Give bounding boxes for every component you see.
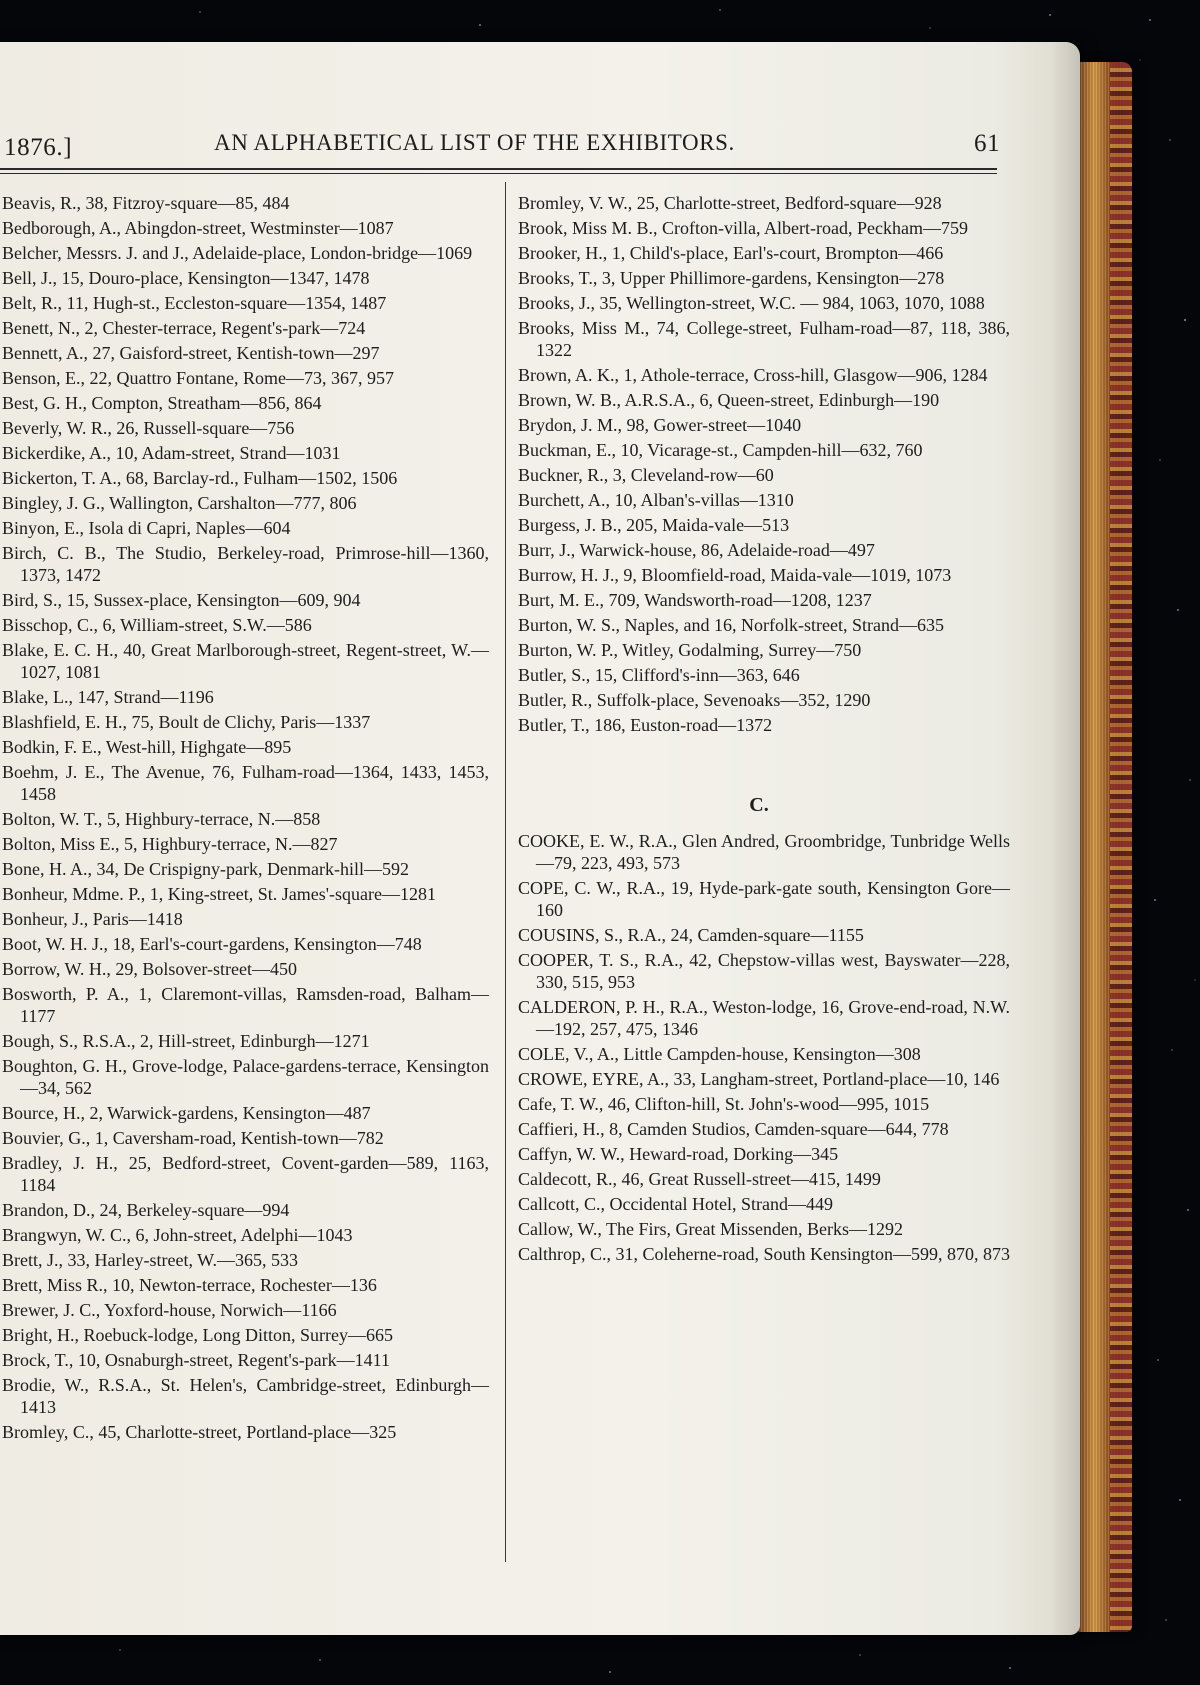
exhibitor-entry: Bird, S., 15, Sussex-place, Kensington—609, 904 [2, 590, 361, 610]
exhibitor-entry: Burr, J., Warwick-house, 86, Adelaide-road—497 [518, 540, 875, 560]
exhibitor-entry: COUSINS, S., R.A., 24, Camden-square—1155 [518, 925, 864, 945]
running-header [0, 126, 1000, 166]
exhibitor-entry: Brydon, J. M., 98, Gower-street—1040 [518, 415, 802, 435]
exhibitor-entry: COOKE, E. W., R.A., Glen Andred, Groombridge, Tunbridge Wells—79, 223, 493, 573 [518, 831, 1010, 873]
exhibitor-entry: Brooks, J., 35, Wellington-street, W.C. — 984, 1063, 1070, 1088 [518, 293, 985, 313]
exhibitor-entry: Calthrop, C., 31, Coleherne-road, South Kensington—599, 870, 873 [518, 1244, 1010, 1264]
header-year: 1876.] [4, 134, 73, 161]
section-letter-c: C. [749, 794, 769, 816]
exhibitor-entry: Boot, W. H. J., 18, Earl's-court-gardens, Kensington—748 [2, 934, 422, 954]
column-divider [505, 182, 506, 1562]
exhibitor-entry: Beavis, R., 38, Fitzroy-square—85, 484 [2, 193, 290, 213]
exhibitor-entry: Blake, E. C. H., 40, Great Marlborough-street, Regent-street, W.—1027, 1081 [2, 640, 489, 682]
exhibitor-entry: Brett, Miss R., 10, Newton-terrace, Rochester—136 [2, 1275, 377, 1295]
exhibitor-entry: Bisschop, C., 6, William-street, S.W.—586 [2, 615, 312, 635]
book-page [0, 42, 1080, 1635]
right-column [518, 192, 1010, 1268]
page-number: 61 [974, 130, 1001, 157]
exhibitor-entry: Brock, T., 10, Osnaburgh-street, Regent's-park—1411 [2, 1350, 391, 1370]
exhibitor-entry: Brett, J., 33, Harley-street, W.—365, 533 [2, 1250, 298, 1270]
exhibitor-entry: Bell, J., 15, Douro-place, Kensington—1347, 1478 [2, 268, 370, 288]
exhibitor-entry: Borrow, W. H., 29, Bolsover-street—450 [2, 959, 297, 979]
exhibitor-entry: Beverly, W. R., 26, Russell-square—756 [2, 418, 295, 438]
exhibitor-entry: Benett, N., 2, Chester-terrace, Regent's-park—724 [2, 318, 366, 338]
exhibitor-entry: Boehm, J. E., The Avenue, 76, Fulham-road—1364, 1433, 1453, 1458 [2, 762, 489, 804]
exhibitor-entry: Bonheur, Mdme. P., 1, King-street, St. James'-square—1281 [2, 884, 436, 904]
exhibitor-entry: Brooks, T., 3, Upper Phillimore-gardens, Kensington—278 [518, 268, 945, 288]
exhibitor-entry: Burrow, H. J., 9, Bloomfield-road, Maida-vale—1019, 1073 [518, 565, 952, 585]
c-entries [518, 830, 1010, 1265]
exhibitor-entry: Bolton, W. T., 5, Highbury-terrace, N.—858 [2, 809, 321, 829]
exhibitor-entry: Butler, T., 186, Euston-road—1372 [518, 715, 773, 735]
exhibitor-entry: COPE, C. W., R.A., 19, Hyde-park-gate south, Kensington Gore—160 [518, 878, 1010, 920]
exhibitor-entry: Caldecott, R., 46, Great Russell-street—415, 1499 [518, 1169, 881, 1189]
header-rule-thin [0, 173, 997, 174]
exhibitor-entry: Blashfield, E. H., 75, Boult de Clichy, Paris—1337 [2, 712, 371, 732]
exhibitor-entry: Benson, E., 22, Quattro Fontane, Rome—73, 367, 957 [2, 368, 394, 388]
exhibitor-entry: Caffyn, W. W., Heward-road, Dorking—345 [518, 1144, 839, 1164]
exhibitor-entry: Brooker, H., 1, Child's-place, Earl's-court, Brompton—466 [518, 243, 944, 263]
exhibitor-entry: Brooks, Miss M., 74, College-street, Fulham-road—87, 118, 386, 1322 [518, 318, 1010, 360]
exhibitor-entry: Bennett, A., 27, Gaisford-street, Kentish-town—297 [2, 343, 380, 363]
exhibitor-entry: Bone, H. A., 34, De Crispigny-park, Denmark-hill—592 [2, 859, 409, 879]
exhibitor-entry: Bickerdike, A., 10, Adam-street, Strand—1031 [2, 443, 341, 463]
exhibitor-entry: Butler, S., 15, Clifford's-inn—363, 646 [518, 665, 800, 685]
exhibitor-entry: Burton, W. P., Witley, Godalming, Surrey—750 [518, 640, 862, 660]
exhibitor-entry: Blake, L., 147, Strand—1196 [2, 687, 214, 707]
exhibitor-entry: COOPER, T. S., R.A., 42, Chepstow-villas west, Bayswater—228, 330, 515, 953 [518, 950, 1010, 992]
exhibitor-entry: Buckner, R., 3, Cleveland-row—60 [518, 465, 774, 485]
exhibitor-entry: Bolton, Miss E., 5, Highbury-terrace, N.—827 [2, 834, 338, 854]
exhibitor-entry: Bromley, C., 45, Charlotte-street, Portland-place—325 [2, 1422, 397, 1442]
exhibitor-entry: Bingley, J. G., Wallington, Carshalton—777, 806 [2, 493, 357, 513]
exhibitor-entry: Brandon, D., 24, Berkeley-square—994 [2, 1200, 290, 1220]
exhibitor-entry: Caffieri, H., 8, Camden Studios, Camden-square—644, 778 [518, 1119, 949, 1139]
exhibitor-entry: Bickerton, T. A., 68, Barclay-rd., Fulham—1502, 1506 [2, 468, 398, 488]
exhibitor-entry: Bource, H., 2, Warwick-gardens, Kensington—487 [2, 1103, 371, 1123]
exhibitor-entry: Bodkin, F. E., West-hill, Highgate—895 [2, 737, 292, 757]
exhibitor-entry: Bedborough, A., Abingdon-street, Westminster—1087 [2, 218, 394, 238]
exhibitor-entry: Belcher, Messrs. J. and J., Adelaide-place, London-bridge—1069 [2, 243, 473, 263]
exhibitor-entry: Bough, S., R.S.A., 2, Hill-street, Edinburgh—1271 [2, 1031, 370, 1051]
exhibitor-entry: Burchett, A., 10, Alban's-villas—1310 [518, 490, 794, 510]
exhibitor-entry: Bromley, V. W., 25, Charlotte-street, Bedford-square—928 [518, 193, 942, 213]
exhibitor-entry: Butler, R., Suffolk-place, Sevenoaks—352, 1290 [518, 690, 871, 710]
exhibitor-entry: Burton, W. S., Naples, and 16, Norfolk-street, Strand—635 [518, 615, 944, 635]
exhibitor-entry: CALDERON, P. H., R.A., Weston-lodge, 16, Grove-end-road, N.W.—192, 257, 475, 1346 [518, 997, 1010, 1039]
exhibitor-entry: Bradley, J. H., 25, Bedford-street, Covent-garden—589, 1163, 1184 [2, 1153, 489, 1195]
exhibitor-entry: Best, G. H., Compton, Streatham—856, 864 [2, 393, 322, 413]
exhibitor-entry: Brown, A. K., 1, Athole-terrace, Cross-hill, Glasgow—906, 1284 [518, 365, 988, 385]
exhibitor-entry: Buckman, E., 10, Vicarage-st., Campden-hill—632, 760 [518, 440, 923, 460]
exhibitor-entry: Brown, W. B., A.R.S.A., 6, Queen-street, Edinburgh—190 [518, 390, 940, 410]
exhibitor-entry: Callow, W., The Firs, Great Missenden, Berks—1292 [518, 1219, 903, 1239]
exhibitor-entry: Burgess, J. B., 205, Maida-vale—513 [518, 515, 790, 535]
header-title: AN ALPHABETICAL LIST OF THE EXHIBITORS. [214, 130, 735, 155]
exhibitor-entry: Brangwyn, W. C., 6, John-street, Adelphi—1043 [2, 1225, 353, 1245]
exhibitor-entry: Brodie, W., R.S.A., St. Helen's, Cambridge-street, Edinburgh—1413 [2, 1375, 489, 1417]
exhibitor-entry: Cafe, T. W., 46, Clifton-hill, St. John's-wood—995, 1015 [518, 1094, 930, 1114]
left-column [2, 192, 489, 1446]
exhibitor-entry: Bonheur, J., Paris—1418 [2, 909, 183, 929]
exhibitor-entry: Binyon, E., Isola di Capri, Naples—604 [2, 518, 291, 538]
exhibitor-entry: CROWE, EYRE, A., 33, Langham-street, Portland-place—10, 146 [518, 1069, 1000, 1089]
exhibitor-entry: Belt, R., 11, Hugh-st., Eccleston-square—1354, 1487 [2, 293, 387, 313]
b-entries [518, 192, 1010, 736]
exhibitor-entry: Bosworth, P. A., 1, Claremont-villas, Ramsden-road, Balham—1177 [2, 984, 489, 1026]
exhibitor-entry: Brook, Miss M. B., Crofton-villa, Albert-road, Peckham—759 [518, 218, 968, 238]
exhibitor-entry: Callcott, C., Occidental Hotel, Strand—449 [518, 1194, 833, 1214]
exhibitor-entry: Boughton, G. H., Grove-lodge, Palace-gardens-terrace, Kensington—34, 562 [2, 1056, 489, 1098]
header-rule [0, 168, 997, 170]
exhibitor-entry: Bright, H., Roebuck-lodge, Long Ditton, Surrey—665 [2, 1325, 393, 1345]
exhibitor-entry: COLE, V., A., Little Campden-house, Kensington—308 [518, 1044, 921, 1064]
exhibitor-entry: Bouvier, G., 1, Caversham-road, Kentish-town—782 [2, 1128, 384, 1148]
exhibitor-entry: Burt, M. E., 709, Wandsworth-road—1208, 1237 [518, 590, 872, 610]
exhibitor-entry: Brewer, J. C., Yoxford-house, Norwich—1166 [2, 1300, 337, 1320]
exhibitor-entry: Birch, C. B., The Studio, Berkeley-road, Primrose-hill—1360, 1373, 1472 [2, 543, 489, 585]
book-fore-edge [1078, 62, 1132, 1632]
